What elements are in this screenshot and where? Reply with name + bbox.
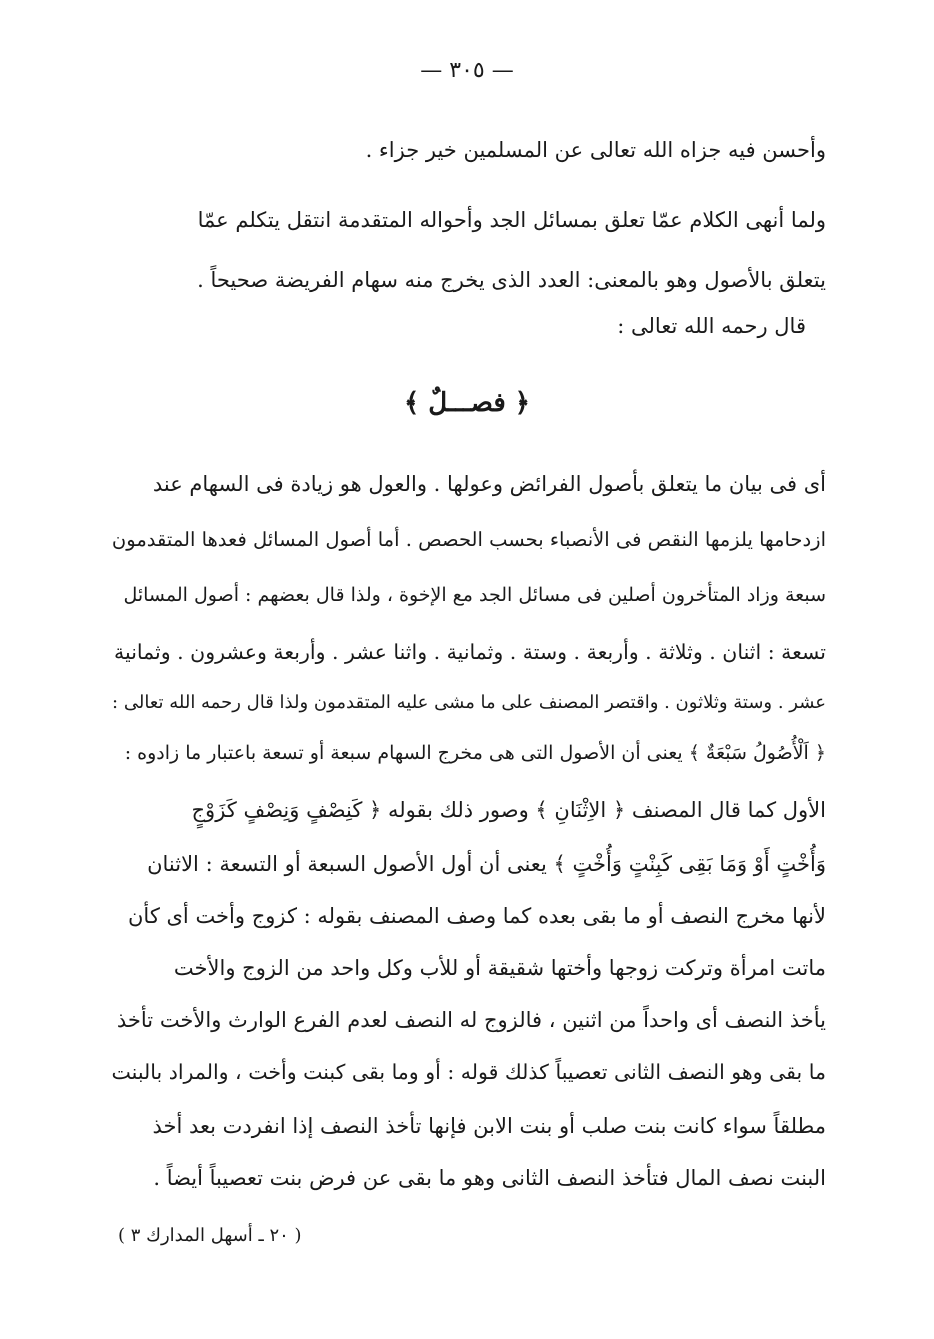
intro-line: يتعلق بالأصول وهو بالمعنى: العدد الذى يخرج منه سهام الفريضة صحيحاً .	[197, 268, 826, 292]
body-line: يأخذ النصف أى واحداً من اثنين ، فالزوج له النصف لعدم الفرع الوارث والأخت تأخذ	[116, 1008, 826, 1032]
body-line: ازدحامها يلزمها النقص فى الأنصباء بحسب الحصص . أما أصول المسائل فعدها المتقدمون	[111, 528, 826, 551]
body-line: لأنها مخرج النصف أو ما بقى بعده كما وصف المصنف بقوله : كزوج وأخت أى كأن	[128, 904, 826, 928]
intro-line: ولما أنهى الكلام عمّا تعلق بمسائل الجد وأحواله المتقدمة انتقل يتكلم عمّا	[197, 208, 826, 232]
body-paragraph	[108, 474, 826, 1204]
body-line: ما بقى وهو النصف الثانى تعصيباً كذلك قوله : أو وما بقى كبنت وأخت ، والمراد بالبنت	[111, 1060, 826, 1084]
body-line: عشر . وستة وثلاثون . واقتصر المصنف على ما مشى عليه المتقدمون ولذا قال رحمه الله تعالى :	[112, 692, 826, 713]
body-line: سبعة وزاد المتأخرون أصلين فى مسائل الجد مع الإخوة ، ولذا قال بعضهم : أصول المسائل	[123, 584, 826, 606]
body-line: وَأُخْتٍ أَوْ وَمَا بَقِى كَبِنْتٍ وَأُخْتٍ ﴾ يعنى أن أول الأصول السبعة أو التسعة : الاثنان	[147, 852, 826, 876]
body-line: ماتت امرأة وتركت زوجها وأختها شقيقة أو للأب وكل واحد من الزوج والأخت	[173, 956, 826, 980]
footer-signature: ( ٢٠ ـ أسهل المدارك ٣ )	[118, 1225, 302, 1246]
section-heading: ﴿ فصـــلٌ ﴾	[403, 388, 531, 418]
body-line: ﴿ اَلْأُصُولُ سَبْعَةٌ ﴾ يعنى أن الأصول التى هى مخرج السهام سبعة أو تسعة باعتبار ما زادوه :	[124, 742, 826, 764]
intro-line: وأحسن فيه جزاه الله تعالى عن المسلمين خير جزاء .	[365, 138, 826, 162]
intro-line: قال رحمه الله تعالى :	[617, 314, 806, 338]
body-line: أى فى بيان ما يتعلق بأصول الفرائض وعولها . والعول هو زيادة فى السهام عند	[152, 472, 826, 496]
body-line: الأول كما قال المصنف ﴿ الاِثْنَانِ ﴾ وصور ذلك بقوله ﴿ كَنِصْفٍ وَنِصْفٍ كَزَوْجٍ	[191, 798, 826, 822]
body-line: مطلقاً سواء كانت بنت صلب أو بنت الابن فإنها تأخذ النصف إذا انفردت بعد أخذ	[152, 1114, 826, 1138]
page-number: — ٣٠٥ —	[420, 58, 514, 83]
body-line: تسعة : اثنان . وثلاثة . وأربعة . وستة . وثمانية . واثنا عشر . وأربعة وعشرون . وثمانية	[114, 640, 826, 664]
body-line: البنت نصف المال فتأخذ النصف الثانى وهو ما بقى عن فرض بنت تعصيباً أيضاً .	[153, 1166, 826, 1190]
intro-paragraph	[108, 140, 826, 340]
